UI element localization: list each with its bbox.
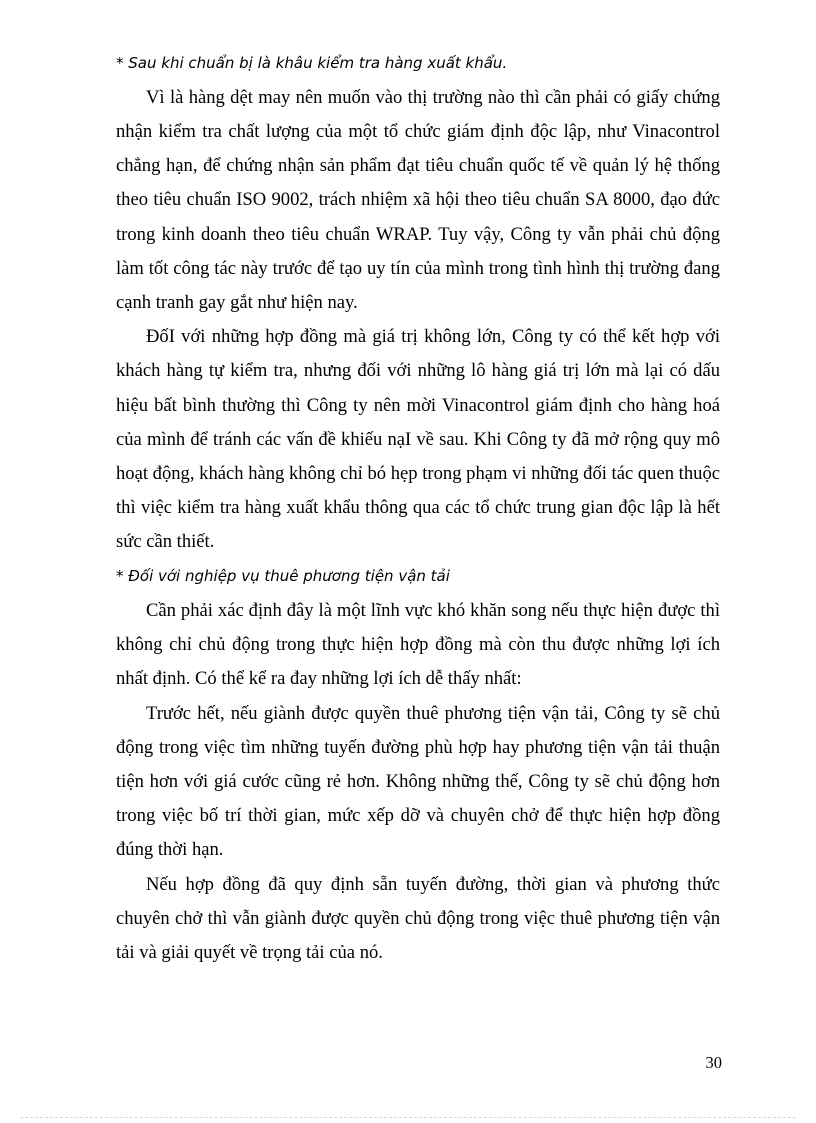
paragraph-line: không chỉ chủ động trong thực hiện hợp đồng mà còn thu được những lợi ích xyxy=(116,634,720,655)
paragraph-line: Cần phải xác định đây là một lĩnh vực khó khăn song nếu thực hiện được thì xyxy=(146,600,720,621)
paragraph-line: thì việc kiểm tra hàng xuất khẩu thông qua các tổ chức trung gian độc lập là hết xyxy=(116,497,720,518)
paragraph-line: của mình để tránh các vấn đề khiếu nạI về sau. Khi Công ty đã mở rộng quy mô xyxy=(116,429,720,450)
paragraph-line: theo tiêu chuẩn ISO 9002, trách nhiệm xã hội theo tiêu chuẩn SA 8000, đạo đức xyxy=(116,189,720,210)
section-heading-export-inspection: * Sau khi chuẩn bị là khâu kiểm tra hàng xuất khẩu. xyxy=(116,54,508,72)
paragraph-line: đúng thời hạn. xyxy=(116,839,224,860)
paragraph-line: Vì là hàng dệt may nên muốn vào thị trường nào thì cần phải có giấy chứng xyxy=(146,87,720,108)
paragraph-line: chuyên chở thì vẫn giành được quyền chủ động trong việc thuê phương tiện vận xyxy=(116,908,720,929)
paragraph-line: nhất định. Có thể kể ra đay những lợi ích dễ thấy nhất: xyxy=(116,668,522,689)
paragraph-line: trong việc bố trí thời gian, mức xếp dỡ và chuyên chở để thực hiện hợp đồng xyxy=(116,805,720,826)
paragraph-line: động trong việc tìm những tuyến đường phù hợp hay phương tiện vận tải thuận xyxy=(116,737,720,758)
paragraph-line: Nếu hợp đồng đã quy định sẵn tuyến đường, thời gian và phương thức xyxy=(146,874,720,895)
paragraph-line: ĐốI với những hợp đồng mà giá trị không lớn, Công ty có thể kết hợp với xyxy=(146,326,720,347)
footer-divider xyxy=(20,1117,796,1118)
paragraph-line: hoạt động, khách hàng không chỉ bó hẹp trong phạm vi những đối tác quen thuộc xyxy=(116,463,720,484)
paragraph-line: tải và giải quyết về trọng tải của nó. xyxy=(116,942,383,963)
paragraph-line: trong kinh doanh theo tiêu chuẩn WRAP. Tuy vậy, Công ty vẫn phải chủ động xyxy=(116,224,720,245)
paragraph-line: tiện hơn với giá cước cũng rẻ hơn. Không những thế, Công ty sẽ chủ động hơn xyxy=(116,771,720,792)
paragraph-line: làm tốt công tác này trước để tạo uy tín của mình trong tình hình thị trường đang xyxy=(116,258,720,279)
paragraph-line: cạnh tranh gay gắt như hiện nay. xyxy=(116,292,358,313)
page-number: 30 xyxy=(705,1053,722,1072)
paragraph-line: hiệu bất bình thường thì Công ty nên mời Vinacontrol giám định cho hàng hoá xyxy=(116,395,720,416)
paragraph-line: chẳng hạn, để chứng nhận sản phẩm đạt tiêu chuẩn quốc tế về quản lý hệ thống xyxy=(116,155,720,176)
paragraph-line: sức cần thiết. xyxy=(116,531,215,552)
paragraph-line: khách hàng tự kiểm tra, nhưng đối với những lô hàng giá trị lớn mà lại có dấu xyxy=(116,360,720,381)
paragraph-line: Trước hết, nếu giành được quyền thuê phương tiện vận tải, Công ty sẽ chủ xyxy=(146,703,720,724)
paragraph-line: nhận kiểm tra chất lượng của một tổ chức giám định độc lập, như Vinacontrol xyxy=(116,121,720,142)
section-heading-transport-hire: * Đối với nghiệp vụ thuê phương tiện vận tải xyxy=(116,567,450,585)
